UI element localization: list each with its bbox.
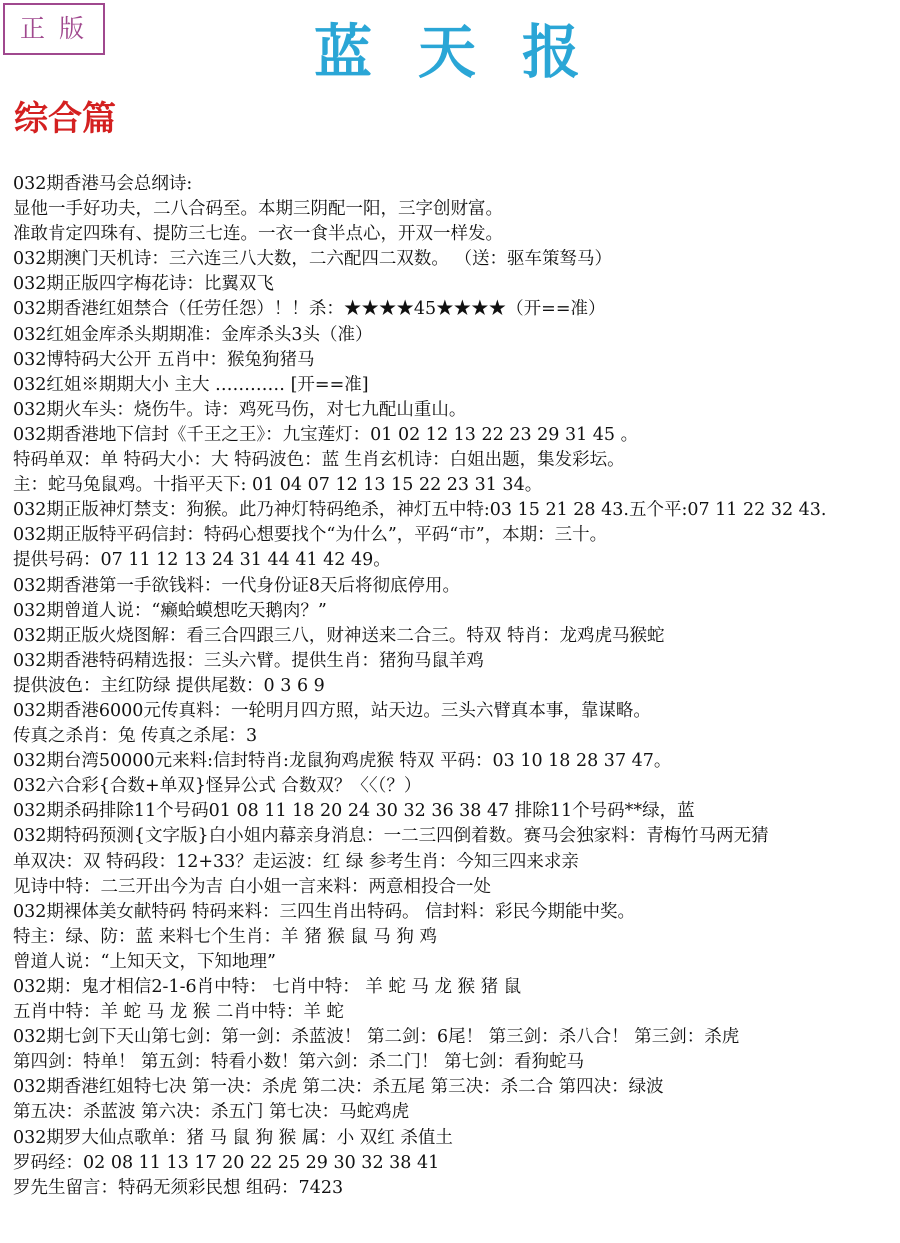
text-line: 传真之杀肖：兔 传真之杀尾：3: [13, 726, 258, 747]
text-line: 032期正版特平码信封：特码心想要找个“为什么”，平码“市”，本期：三十。: [13, 525, 608, 546]
text-line: 五肖中特：羊 蛇 马 龙 猴 二肖中特：羊 蛇: [13, 1002, 344, 1023]
text-line: 罗先生留言：特码无须彩民想 组码：7423: [13, 1177, 344, 1198]
authentic-edition-badge: 正版: [3, 3, 105, 55]
text-line: 主：蛇马兔鼠鸡。十指平天下: 01 04 07 12 13 15 22 23 31 34。: [13, 475, 543, 496]
text-line: 032期香港红姐特七决 第一决：杀虎 第二决：杀五尾 第三决：杀二合 第四决：绿波: [13, 1077, 664, 1098]
text-line: 032六合彩{合数+单双}怪异公式 合数双？〈〈（？）: [13, 776, 422, 797]
text-line: 032博特码大公开 五肖中：猴兔狗猪马: [13, 349, 315, 370]
text-line: 032期香港地下信封《千王之王》：九宝莲灯：01 02 12 13 22 23 29 31 45 。: [13, 424, 639, 445]
text-line: 032红姐金库杀头期期准：金库杀头3头（准）: [13, 324, 373, 345]
article-body: [13, 172, 897, 1201]
text-line: 提供号码：07 11 12 13 24 31 44 41 42 49。: [13, 550, 391, 571]
section-title: 综合篇: [14, 99, 116, 139]
text-line: 032期香港第一手欲钱料：一代身份证8天后将彻底停用。: [13, 575, 461, 596]
text-line: 032期曾道人说：“癞蛤蟆想吃天鹅肉？”: [13, 600, 327, 621]
text-line: 032期正版火烧图解：看三合四跟三八，财神送来二合三。特双 特肖：龙鸡虎马猴蛇: [13, 625, 665, 646]
text-line: 032期香港马会总纲诗:: [13, 174, 193, 194]
text-line: 032期正版四字梅花诗：比翼双飞: [13, 274, 274, 295]
text-line: 罗码经：02 08 11 13 17 20 22 25 29 30 32 38 41: [13, 1152, 440, 1173]
text-line: 032期七剑下天山第七剑：第一剑：杀蓝波！ 第二剑：6尾！ 第三剑：杀八合！ 第三剑：杀虎: [13, 1027, 740, 1048]
text-line: 准敢肯定四珠有、提防三七连。一衣一食半点心，开双一样发。: [13, 224, 503, 245]
text-line: 显他一手好功夫，二八合码至。本期三阴配一阳，三字创财富。: [13, 199, 503, 220]
text-line: 032期火车头：烧伤牛。诗：鸡死马伤，对七九配山重山。: [13, 399, 467, 420]
text-line: 032期香港红姐禁合（任劳任怨）！！杀：★★★★45★★★★（开==准）: [13, 299, 606, 320]
text-line: 提供波色：主红防绿 提供尾数：0 3 6 9: [13, 675, 325, 696]
newspaper-masthead: 蓝天报: [313, 18, 626, 86]
text-line: 特主：绿、防：蓝 来料七个生肖：羊 猪 猴 鼠 马 狗 鸡: [13, 926, 437, 947]
text-line: 032期香港6000元传真料：一轮明月四方照，站天边。三头六臂真本事，靠谋略。: [13, 700, 651, 721]
text-line: 032期香港特码精选报：三头六臂。提供生肖：猪狗马鼠羊鸡: [13, 650, 484, 671]
text-line: 032期正版神灯禁支：狗猴。此乃神灯特码绝杀，神灯五中特:03 15 21 28 43.五个平:07 11 22 32 43.: [13, 500, 827, 521]
text-line: 曾道人说：“上知天文，下知地理”: [13, 951, 276, 972]
text-line: 第四剑：特单！ 第五剑：特看小数！第六剑：杀二门！ 第七剑：看狗蛇马: [13, 1052, 585, 1073]
text-line: 032期杀码排除11个号码01 08 11 18 20 24 30 32 36 38 47 排除11个号码**绿，蓝: [13, 801, 695, 822]
text-line: 单双决：双 特码段：12+33？走运波：红 绿 参考生肖：今知三四来求亲: [13, 851, 579, 872]
text-line: 032红姐※期期大小 主大 ………… [开==准]: [13, 374, 369, 395]
text-line: 032期台湾50000元来料:信封特肖:龙鼠狗鸡虎猴 特双 平码：03 10 18 28 37 47。: [13, 751, 672, 772]
text-line: 032期：鬼才相信2-1-6肖中特： 七肖中特： 羊 蛇 马 龙 猴 猪 鼠: [13, 977, 522, 997]
text-line: 032期澳门天机诗：三六连三八大数，二六配四二双数。 （送：驱车策驽马）: [13, 249, 612, 270]
text-line: 032期特码预测{文字版}白小姐内幕亲身消息：一二三四倒着数。赛马会独家料：青梅竹马两无猜: [13, 826, 769, 847]
text-line: 032期裸体美女献特码 特码来料：三四生肖出特码。 信封料：彩民今期能中奖。: [13, 901, 636, 922]
text-line: 第五决：杀蓝波 第六决：杀五门 第七决：马蛇鸡虎: [13, 1102, 410, 1123]
text-line: 特码单双：单 特码大小：大 特码波色：蓝 生肖玄机诗：白姐出题，集发彩坛。: [13, 450, 625, 471]
text-line: 032期罗大仙点歌单：猪 马 鼠 狗 猴 属：小 双红 杀值土: [13, 1127, 453, 1148]
text-line: 见诗中特：二三开出今为吉 白小姐一言来料：两意相投合一处: [13, 876, 492, 897]
